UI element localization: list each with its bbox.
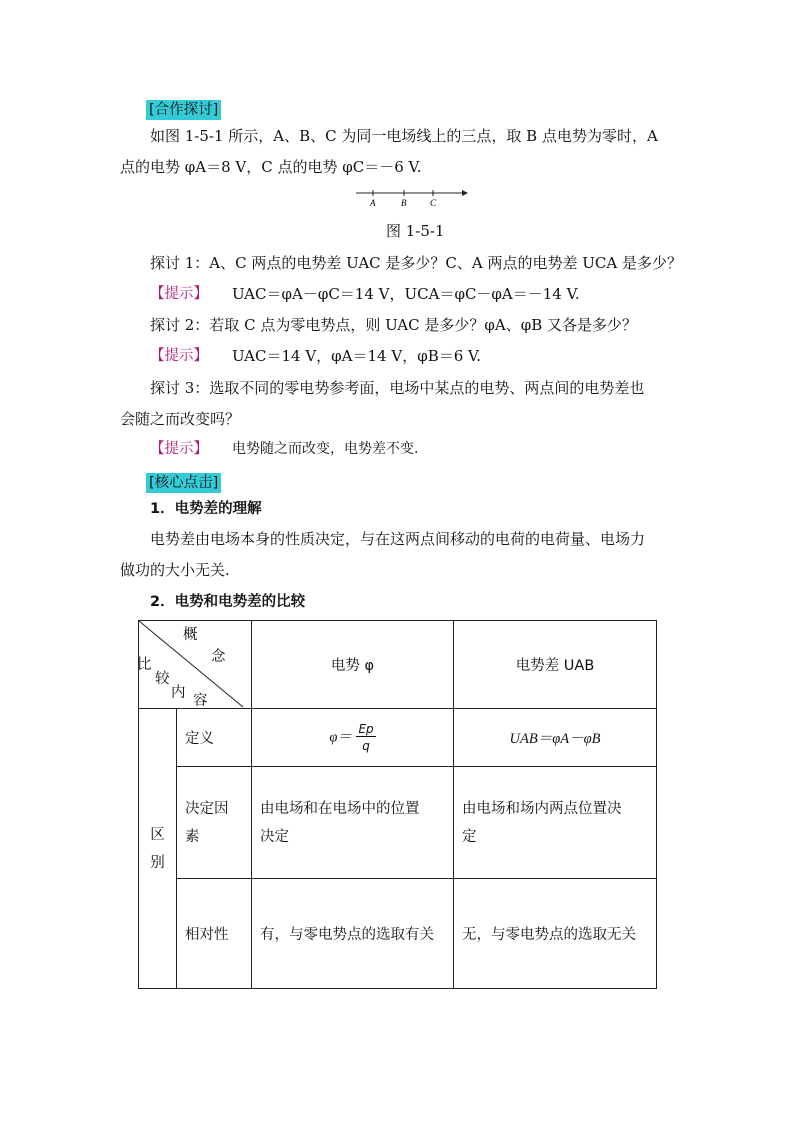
corner-compare-1: 比 xyxy=(137,657,152,673)
factor-potential-line-1: 由电场和在电场中的位置 xyxy=(260,800,420,817)
corner-concept-2: 念 xyxy=(211,649,226,665)
relativity-potential-cell: 有，与零电势点的选取有关 xyxy=(252,879,454,989)
arrow-head-icon xyxy=(462,190,468,196)
relativity-difference-cell: 无，与零电势点的选取无关 xyxy=(454,879,657,989)
answer-1: UAC＝φA－φC＝14 V，UCA＝φC－φA＝－14 V. xyxy=(232,285,580,303)
factor-difference-line-2: 定 xyxy=(462,828,477,845)
section-tag-core: [核心点击] xyxy=(146,473,221,493)
corner-header-cell xyxy=(139,621,252,709)
comparison-table xyxy=(138,620,657,989)
point-label-b: B xyxy=(401,198,407,208)
def-potential-numerator: Ep xyxy=(358,722,374,736)
hint-label-2: 【提示】 xyxy=(150,348,208,364)
factor-difference-line-1: 由电场和场内两点位置决 xyxy=(462,800,622,817)
intro-line-1: 如图 1-5-1 所示，A、B、C 为同一电场线上的三点，取 B 点电势为零时，A xyxy=(150,127,658,145)
def-potential-cell xyxy=(252,709,454,767)
hint-label-3: 【提示】 xyxy=(150,441,208,457)
answer-3: 电势随之而改变，电势差不变. xyxy=(232,441,419,457)
question-3-line-1: 探讨 3：选取不同的零电势参考面，电场中某点的电势、两点间的电势差也 xyxy=(150,379,645,397)
item-1-body-line-2: 做功的大小无关. xyxy=(120,561,230,579)
factor-potential-cell xyxy=(252,767,454,879)
factor-potential-line-2: 决定 xyxy=(260,828,289,845)
answer-2: UAC＝14 V，φA＝14 V，φB＝6 V. xyxy=(232,347,482,365)
point-label-c: C xyxy=(430,198,437,208)
row-label-factor-line-2: 素 xyxy=(185,828,200,845)
row-label-factor-line-1: 决定因 xyxy=(185,800,229,817)
question-3-line-2: 会随之而改变吗？ xyxy=(120,410,241,428)
item-2-title: 2．电势和电势差的比较 xyxy=(150,594,306,610)
hint-label-1: 【提示】 xyxy=(150,286,208,302)
group-label-cell xyxy=(139,709,177,989)
question-2: 探讨 2：若取 C 点为零电势点，则 UAC 是多少？φA、φB 又各是多少？ xyxy=(150,316,637,334)
corner-compare-3: 内 xyxy=(171,685,186,701)
def-difference-cell: UAB＝φA－φB xyxy=(454,709,657,767)
item-1-title: 1．电势差的理解 xyxy=(150,501,262,517)
col-header-potential-text: 电势 φ xyxy=(330,658,375,674)
corner-concept-1: 概 xyxy=(183,627,198,643)
row-label-definition: 定义 xyxy=(177,709,252,767)
corner-compare-2: 较 xyxy=(155,671,170,687)
col-header-difference-text: 电势差 UAB xyxy=(515,658,595,674)
field-line-figure xyxy=(354,186,470,208)
def-potential-denominator: q xyxy=(362,739,370,753)
col-header-difference xyxy=(454,621,657,709)
intro-line-2: 点的电势 φA＝8 V，C 点的电势 φC＝－6 V. xyxy=(120,158,422,176)
group-label-2: 别 xyxy=(150,854,165,871)
def-potential-lhs: φ＝ xyxy=(329,729,352,746)
row-label-factor xyxy=(177,767,252,879)
factor-difference-cell xyxy=(454,767,657,879)
corner-compare-4: 容 xyxy=(193,693,208,709)
question-1: 探讨 1：A、C 两点的电势差 UAC 是多少？C、A 两点的电势差 UCA 是多少？ xyxy=(150,254,682,272)
def-potential-fraction xyxy=(356,722,375,753)
group-label-1: 区 xyxy=(150,826,165,843)
point-label-a: A xyxy=(370,198,376,208)
item-1-body-line-1: 电势差由电场本身的性质决定，与在这两点间移动的电荷的电荷量、电场力 xyxy=(150,530,646,548)
section-tag-discussion: [合作探讨] xyxy=(146,100,221,120)
col-header-potential xyxy=(252,621,454,709)
figure-caption: 图 1-5-1 xyxy=(386,222,445,240)
row-label-relativity: 相对性 xyxy=(177,879,252,989)
